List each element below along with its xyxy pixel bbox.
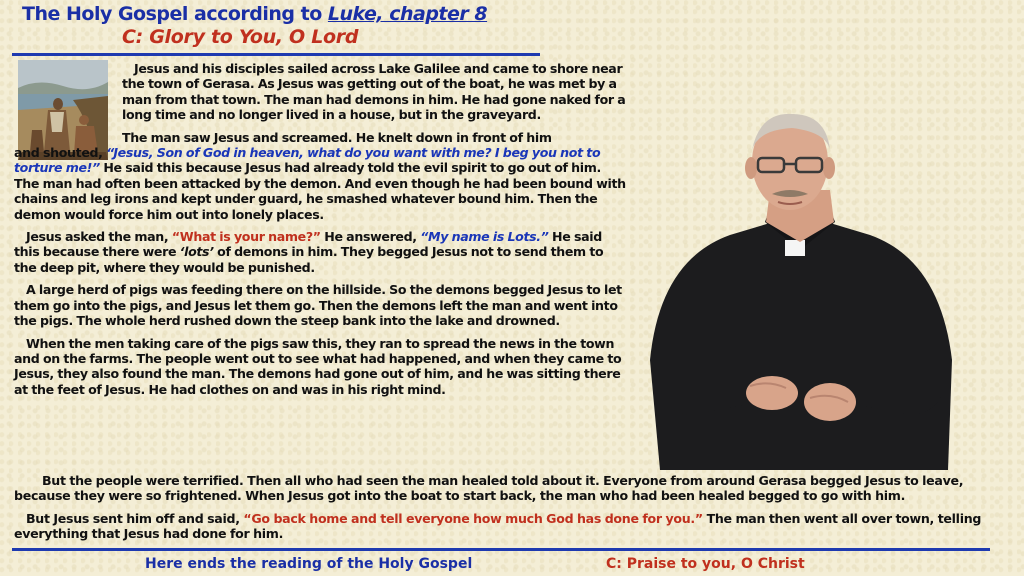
quote-jesus: “Go back home and tell everyone how much God has done for you.” (243, 510, 703, 526)
reading-text: of demons in him. They begged Jesus not to send them to the deep pit, where they would be punished. (14, 244, 604, 275)
reading-text: But Jesus sent him off and said, (26, 510, 244, 526)
reading-paragraph-1: Jesus and his disciples sailed across Lake Galilee and came to shore near the town of Gerasa. As Jesus was getting out of the boat, he was met by a man from that town. The man had demons in him. He had gone naked for a long time and no longer lived in a house, but in the graveyard. (122, 61, 626, 123)
gospel-reference: Luke, chapter 8 (327, 3, 488, 25)
reading-text: The man then went all over town, telling everything that Jesus had done for him. (14, 510, 982, 542)
gospel-title (22, 3, 487, 25)
reading-text: He said this because Jesus had already told the evil spirit to go out of him. The man had often been attacked by the demon. And even though he had been bound with chains and leg irons and kept under guard, he smashed whatever bound him. Then the demon would force him out into lonely places. (14, 160, 626, 222)
quote-man: “Jesus, Son of God in heaven, what do you want with me? I beg you not to torture me!” (14, 145, 601, 176)
reading-text: and shouted, (14, 145, 107, 161)
reading-paragraph-2-lead: The man saw Jesus and screamed. He knelt down in front of him (122, 129, 552, 145)
quote-man: “My name is Lots.” (420, 229, 549, 245)
reading-paragraph-6: But the people were terrified. Then all who had seen the man healed told about it. Everyone from around Gerasa begged Jesus to leave, because they were so frightened. When Jesus got into the boat to start back, the man who had been healed begged to go with him. (14, 473, 964, 504)
opening-response: C: Glory to You, O Lord (122, 26, 359, 48)
reading-text: He said this because there were (14, 229, 602, 260)
reading-emphasis: ‘lots’ (179, 244, 214, 260)
gospel-title-prefix: The Holy Gospel according to (22, 3, 328, 25)
reading-paragraph-5: When the men taking care of the pigs saw this, they ran to spread the news in the town and on the farms. The people went out to see what had happened, and when they came to Jesus, they also found the man. The demons had gone out of him, and he was sitting there at the feet of Jesus. He had clothes on and was in his right mind. (14, 335, 622, 397)
quote-jesus: “What is your name?” (171, 229, 321, 245)
footer-divider (12, 548, 990, 551)
sign-language-interpreter (630, 110, 970, 470)
closing-response: C: Praise to you, O Christ (606, 556, 805, 572)
reading-paragraph-4: A large herd of pigs was feeding there on the hillside. So the demons begged Jesus to let them go into the pigs, and Jesus let them go. Then the demons left the man and went into the pigs. The whole herd rushed down the steep bank into the lake and drowned. (14, 282, 622, 329)
reading-paragraph-7 (14, 511, 1004, 542)
closing-statement: Here ends the reading of the Holy Gospel (145, 556, 473, 572)
reading-wide (14, 473, 1004, 549)
reading-text: He answered, (320, 229, 421, 245)
reading-paragraph-2 (14, 145, 626, 222)
reading-column (14, 61, 626, 404)
reading-text: Jesus asked the man, (26, 229, 172, 245)
header-divider (12, 53, 540, 56)
reading-paragraph-3 (14, 229, 626, 275)
